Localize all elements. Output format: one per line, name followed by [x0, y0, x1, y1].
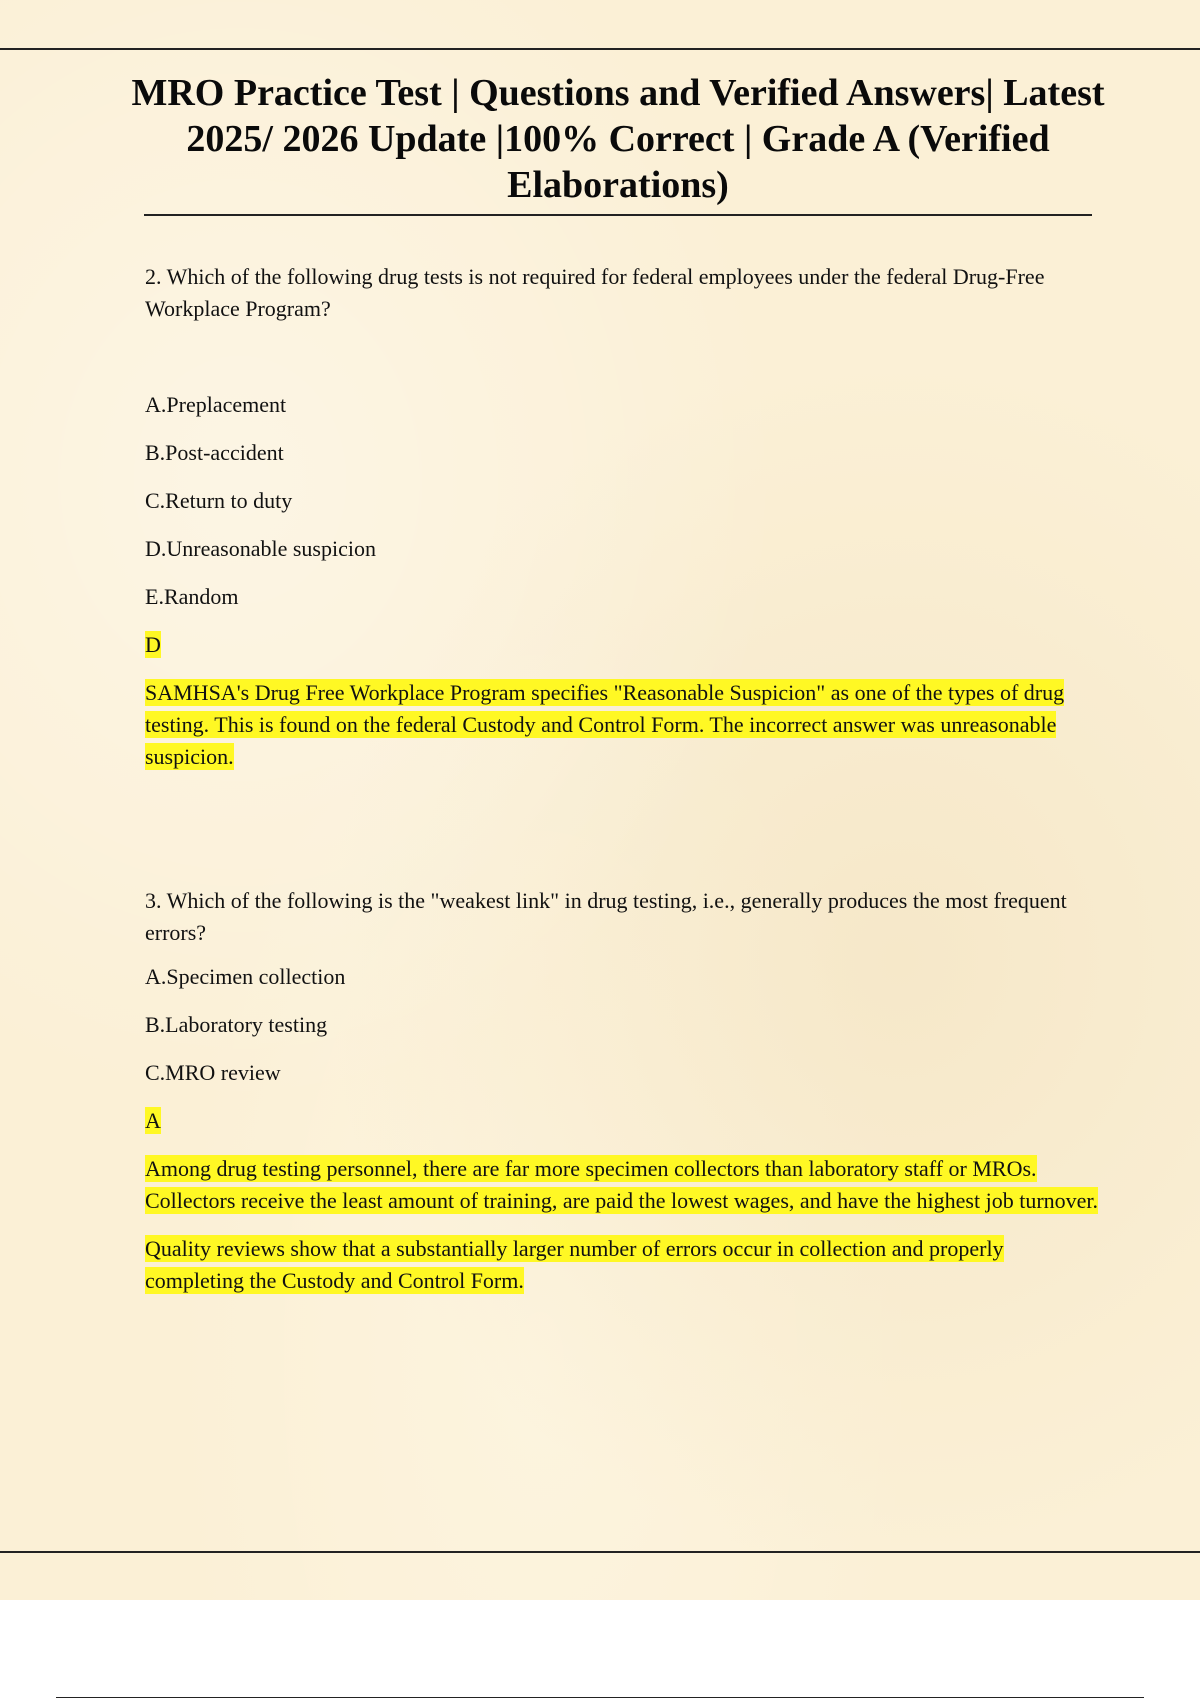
answer-explanation — [145, 1233, 1100, 1297]
answer-option: A.Specimen collection — [145, 964, 346, 989]
answer-option: B.Post-accident — [145, 440, 284, 465]
footer-divider — [56, 1697, 1144, 1698]
bottom-divider — [0, 1551, 1200, 1553]
answer-option: C.MRO review — [145, 1060, 281, 1085]
answer-option: D.Unreasonable suspicion — [145, 536, 376, 561]
question-block — [145, 261, 1100, 773]
answer-option: E.Random — [145, 584, 239, 609]
explanation-text: Among drug testing personnel, there are far more specimen collectors than laboratory staff or MROs. Collectors receive the least amount of training, are paid the lowest wages, and have the highest job turnover. — [145, 1156, 1099, 1213]
document-body — [145, 261, 1100, 1297]
question-block — [145, 885, 1100, 1297]
explanation-text: SAMHSA's Drug Free Workplace Program specifies "Reasonable Suspicion" as one of the types of drug testing. This is found on the federal Custody and Control Form. The incorrect answer was unreasonable suspicion. — [145, 680, 1065, 769]
correct-answer-label: D — [145, 632, 161, 657]
question-text: 3. Which of the following is the "weakest link" in drug testing, i.e., generally produces the most frequent errors? — [145, 888, 1067, 945]
top-divider — [0, 48, 1200, 50]
document-title: MRO Practice Test | Questions and Verified Answers| Latest 2025/ 2026 Update |100% Correct | Grade A (Verified Elaborations) — [131, 72, 1105, 206]
correct-answer-label: A — [145, 1108, 161, 1133]
title-underline — [144, 214, 1092, 216]
answer-option: C.Return to duty — [145, 488, 293, 513]
explanation-text: Quality reviews show that a substantially larger number of errors occur in collection and properly completing the Custody and Control Form. — [145, 1236, 1004, 1293]
answer-explanation — [145, 1153, 1100, 1217]
answer-explanation — [145, 677, 1100, 773]
correct-answer — [145, 1105, 1100, 1137]
answer-option: B.Laboratory testing — [145, 1012, 328, 1037]
question-text: 2. Which of the following drug tests is not required for federal employees under the federal Drug-Free Workplace Program? — [145, 264, 1045, 321]
answer-option: A.Preplacement — [145, 392, 287, 417]
correct-answer — [145, 629, 1100, 661]
